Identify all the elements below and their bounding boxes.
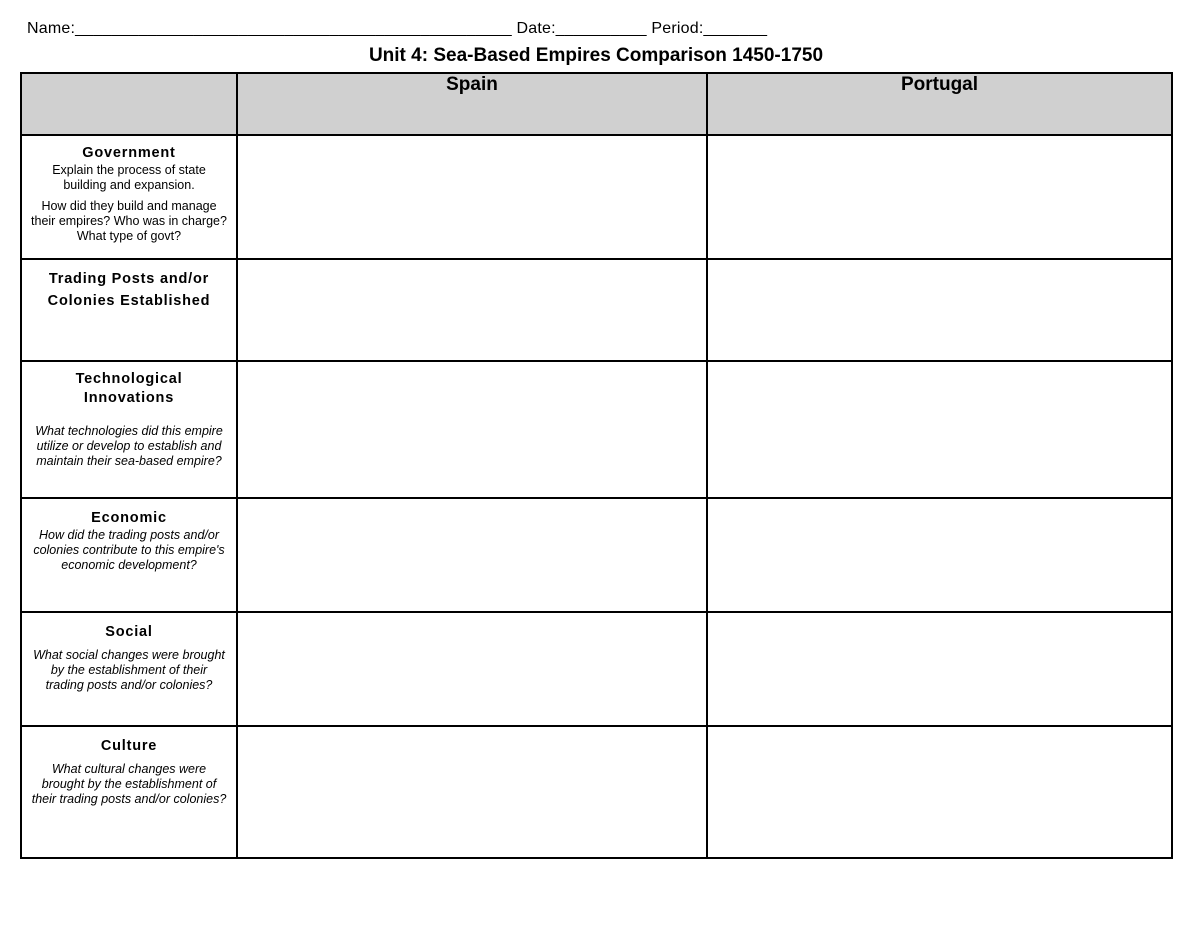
period-field-label[interactable]: Period:_______ [651,20,768,37]
header-line [27,20,767,38]
header-portugal: Portugal [707,73,1172,135]
spain-culture-cell[interactable] [237,726,707,858]
name-field-label[interactable]: Name:________________________________________________ [27,20,512,37]
row-label-cell [21,498,237,612]
spain-social-cell[interactable] [237,612,707,726]
table-row-technological-innovations [21,361,1172,498]
row-label-cell [21,135,237,259]
table-header-row [21,73,1172,135]
row-label-cell [21,612,237,726]
spain-economic-cell[interactable] [237,498,707,612]
row-label: Government [82,145,176,161]
row-question: What technologies did this empire utilize or develop to establish and maintain their sea-based empire? [35,424,223,468]
row-description: Explain the process of state building and expansion. [52,163,206,192]
row-question: How did they build and manage their empires? Who was in charge? What type of govt? [31,199,227,243]
portugal-government-cell[interactable] [707,135,1172,259]
table-row-culture [21,726,1172,858]
row-label: Economic [91,510,167,526]
table-row-social [21,612,1172,726]
row-label-cell [21,726,237,858]
row-question: What cultural changes were brought by the establishment of their trading posts and/or colonies? [31,762,227,806]
row-label: Culture [100,738,158,754]
table-row-government [21,135,1172,259]
portugal-social-cell[interactable] [707,612,1172,726]
portugal-technology-cell[interactable] [707,361,1172,498]
header-spain: Spain [237,73,707,135]
date-field-label[interactable]: Date:__________ [516,20,647,37]
row-label: Social [105,624,153,640]
row-label: Trading Posts and/or Colonies Established [47,271,211,309]
spain-technology-cell[interactable] [237,361,707,498]
worksheet-title: Unit 4: Sea-Based Empires Comparison 1450-1750 [368,45,824,66]
comparison-table [20,72,1173,859]
row-question: What social changes were brought by the establishment of their trading posts and/or colonies? [33,648,225,692]
row-label: Technological Innovations [75,371,183,406]
header-corner-cell [21,73,237,135]
row-question: How did the trading posts and/or colonies contribute to this empire's economic development? [33,528,225,572]
portugal-culture-cell[interactable] [707,726,1172,858]
spain-government-cell[interactable] [237,135,707,259]
table-row-economic [21,498,1172,612]
spain-trading-posts-cell[interactable] [237,259,707,361]
row-label-cell [21,259,237,361]
portugal-economic-cell[interactable] [707,498,1172,612]
row-label-cell [21,361,237,498]
table-row-trading-posts [21,259,1172,361]
portugal-trading-posts-cell[interactable] [707,259,1172,361]
